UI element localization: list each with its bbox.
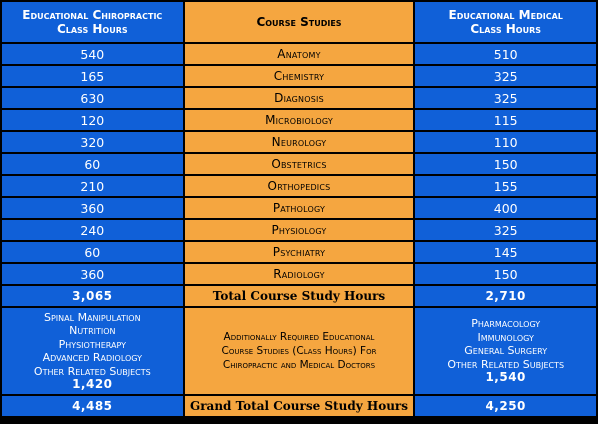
- course-row: [2, 110, 596, 130]
- course-name-cell: Neurology: [185, 132, 414, 152]
- course-row: [2, 220, 596, 240]
- course-name-cell: Pathology: [185, 198, 414, 218]
- total-row: [2, 286, 596, 306]
- course-row: [2, 88, 596, 108]
- header-medical-line-2: Class Hours: [470, 22, 542, 36]
- medical-subject: Immunology: [477, 330, 534, 344]
- chiro-subject: Advanced Radiology: [42, 351, 142, 364]
- medical-additional-subjects: [415, 308, 596, 394]
- medical-hours-cell: 325: [415, 88, 596, 108]
- additional-label-line-3: Chiropractic and Medical Doctors: [222, 359, 376, 371]
- course-row: [2, 176, 596, 196]
- medical-hours-cell: 325: [415, 220, 596, 240]
- chiro-subject: Spinal Manipulation: [44, 310, 141, 324]
- medical-hours-cell: 145: [415, 242, 596, 262]
- medical-subject: Pharmacology: [471, 317, 541, 331]
- chiro-additional-subjects: [2, 308, 183, 394]
- header-medical-line-1: Educational Medical: [448, 8, 563, 22]
- medical-hours-cell: 155: [415, 176, 596, 196]
- header-row: [2, 2, 596, 42]
- chiro-hours-cell: 240: [2, 220, 183, 240]
- course-name-cell: Microbiology: [185, 110, 414, 130]
- chiro-total-hours: 3,065: [2, 286, 183, 306]
- medical-hours-cell: 325: [415, 66, 596, 86]
- chiro-subject: Nutrition: [69, 324, 116, 337]
- medical-total-hours: 2,710: [415, 286, 596, 306]
- medical-grand-total: 4,250: [415, 396, 596, 416]
- medical-hours-cell: 400: [415, 198, 596, 218]
- chiro-subject: Other Related Subjects: [33, 364, 151, 378]
- chiro-hours-cell: 540: [2, 44, 183, 64]
- header-chiropractic-hours: [2, 2, 183, 42]
- medical-hours-cell: 115: [415, 110, 596, 130]
- medical-hours-cell: 510: [415, 44, 596, 64]
- course-row: [2, 132, 596, 152]
- medical-hours-cell: 110: [415, 132, 596, 152]
- course-name-cell: Chemistry: [185, 66, 414, 86]
- course-row: [2, 242, 596, 262]
- header-medical-hours: [415, 2, 596, 42]
- header-chiro-line-2: Class Hours: [56, 22, 128, 36]
- course-name-cell: Anatomy: [185, 44, 414, 64]
- course-row: [2, 44, 596, 64]
- course-row: [2, 264, 596, 284]
- additional-label-line-1: Additionally Required Educational: [223, 331, 375, 343]
- additional-courses-row: [2, 308, 596, 394]
- additional-label: [185, 308, 414, 394]
- chiro-hours-cell: 630: [2, 88, 183, 108]
- medical-subject: Other Related Subjects: [447, 357, 565, 371]
- course-row: [2, 198, 596, 218]
- chiro-subject: Physiotherapy: [58, 337, 127, 351]
- chiro-hours-cell: 360: [2, 264, 183, 284]
- chiro-hours-cell: 165: [2, 66, 183, 86]
- header-chiro-line-1: Educational Chiropractic: [22, 8, 163, 22]
- course-row: [2, 154, 596, 174]
- total-label: Total Course Study Hours: [185, 286, 414, 306]
- medical-subject: General Surgery: [464, 344, 548, 358]
- course-name-cell: Psychiatry: [185, 242, 414, 262]
- course-name-cell: Physiology: [185, 220, 414, 240]
- chiro-hours-cell: 210: [2, 176, 183, 196]
- additional-label-line-2: Course Studies (Class Hours) For: [221, 345, 377, 357]
- chiro-hours-cell: 120: [2, 110, 183, 130]
- chiro-hours-cell: 60: [2, 242, 183, 262]
- course-row: [2, 66, 596, 86]
- grand-total-label: Grand Total Course Study Hours: [185, 396, 414, 416]
- chiro-grand-total: 4,485: [2, 396, 183, 416]
- medical-hours-cell: 150: [415, 154, 596, 174]
- chiro-hours-cell: 60: [2, 154, 183, 174]
- chiro-hours-cell: 360: [2, 198, 183, 218]
- course-name-cell: Diagnosis: [185, 88, 414, 108]
- chiro-additional-hours: 1,420: [72, 377, 113, 391]
- medical-hours-cell: 150: [415, 264, 596, 284]
- grand-total-row: [2, 396, 596, 416]
- course-name-cell: Orthopedics: [185, 176, 414, 196]
- course-name-cell: Obstetrics: [185, 154, 414, 174]
- header-course-studies: Course Studies: [185, 2, 414, 42]
- course-name-cell: Radiology: [185, 264, 414, 284]
- chiro-hours-cell: 320: [2, 132, 183, 152]
- medical-additional-hours: 1,540: [485, 370, 526, 385]
